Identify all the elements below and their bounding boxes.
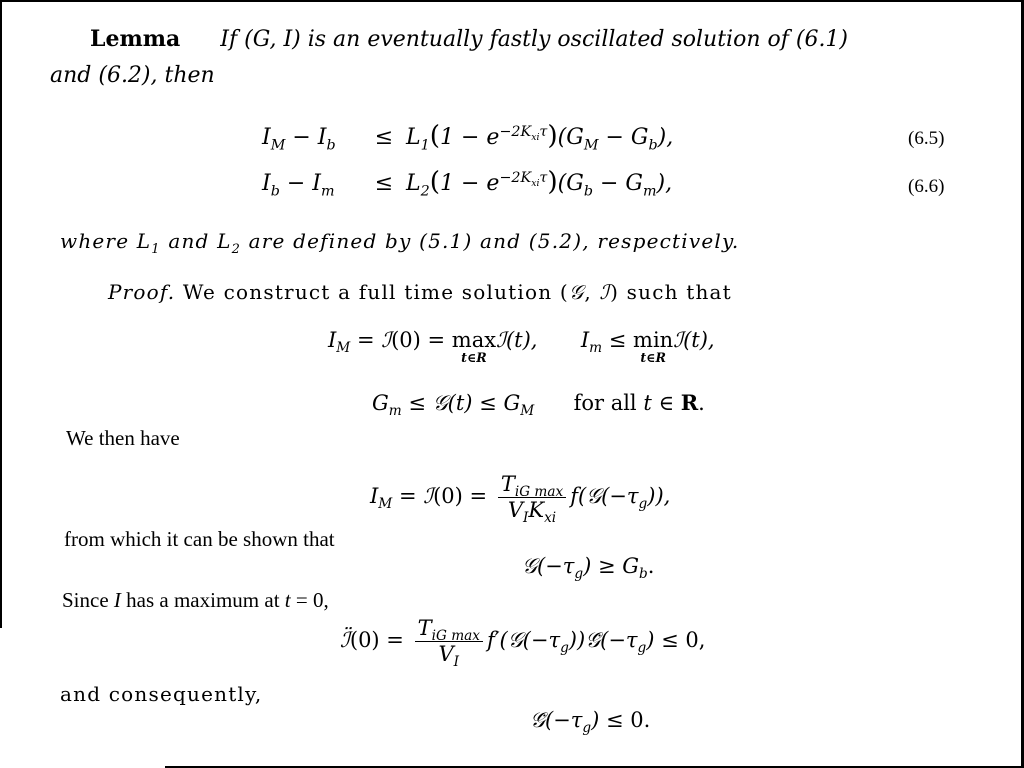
equation-6-5: $I_M - I_b$ ≤ $L_1(1 - e^{-2K_{xi}\tau})(G_M - G_b)$, bbox=[262, 120, 674, 154]
since-text bbox=[62, 590, 329, 611]
equation-number-6-5: (6.5) bbox=[908, 128, 945, 149]
lemma-text-line2: and (6.2), then bbox=[50, 63, 215, 88]
equation-final: $𝒢̇(-\tau_g) \le 0$. bbox=[530, 708, 651, 737]
equation-max-min: $I_M$ = ℐ(0) = max t∈R ℐ(t), $I_m$ ≤ min t∈R ℐ(t), bbox=[328, 328, 715, 365]
lemma-statement-line1 bbox=[90, 28, 848, 51]
since-text-var-t: t bbox=[284, 588, 291, 612]
equation-second-derivative: ℐ̈(0) = $\frac{T_{iG max}}{V_I}$ $f'(𝒢(-\tau_g))𝒢̇(-\tau_g) \le 0$, bbox=[340, 616, 706, 671]
since-text-var-i: I bbox=[113, 588, 121, 612]
since-text-a: Since bbox=[62, 588, 114, 612]
since-text-e: = 0, bbox=[290, 588, 329, 612]
equation-6-6: $I_b - I_m$ ≤ $L_2(1 - e^{-2K_{xi}\tau})(G_b - G_m)$, bbox=[262, 166, 673, 200]
consequently-text: and consequently, bbox=[60, 682, 263, 706]
slide-border-left bbox=[0, 0, 2, 628]
lemma-text-line1: If (G, I) is an eventually fastly oscillated solution of (6.1) bbox=[220, 27, 849, 52]
slide-border-top bbox=[0, 0, 1024, 2]
equation-g-geq-gb: $𝒢(-\tau_g) \ge G_b$. bbox=[522, 554, 655, 583]
equation-im-fraction: $I_M$ = ℐ(0) = $\frac{T_{iG max}}{V_IK_{xi}}$ $f(𝒢(-\tau_g))$, bbox=[370, 472, 671, 527]
from-which-text: from which it can be shown that bbox=[64, 527, 335, 551]
equation-bound: $G_m$ ≤ 𝒢(t) ≤ $G_M$ for all t ∈ R. bbox=[372, 390, 705, 420]
lemma-heading: Lemma bbox=[90, 26, 181, 52]
since-text-c: has a maximum at bbox=[120, 588, 285, 612]
equation-number-6-6: (6.6) bbox=[908, 176, 945, 197]
where-line: where $L_1$ and $L_2$ are defined by (5.1) and (5.2), respectively. bbox=[60, 229, 740, 257]
we-then-have-text: We then have bbox=[66, 426, 180, 450]
proof-line: Proof. We construct a full time solution (𝒢, ℐ) such that bbox=[108, 280, 732, 304]
